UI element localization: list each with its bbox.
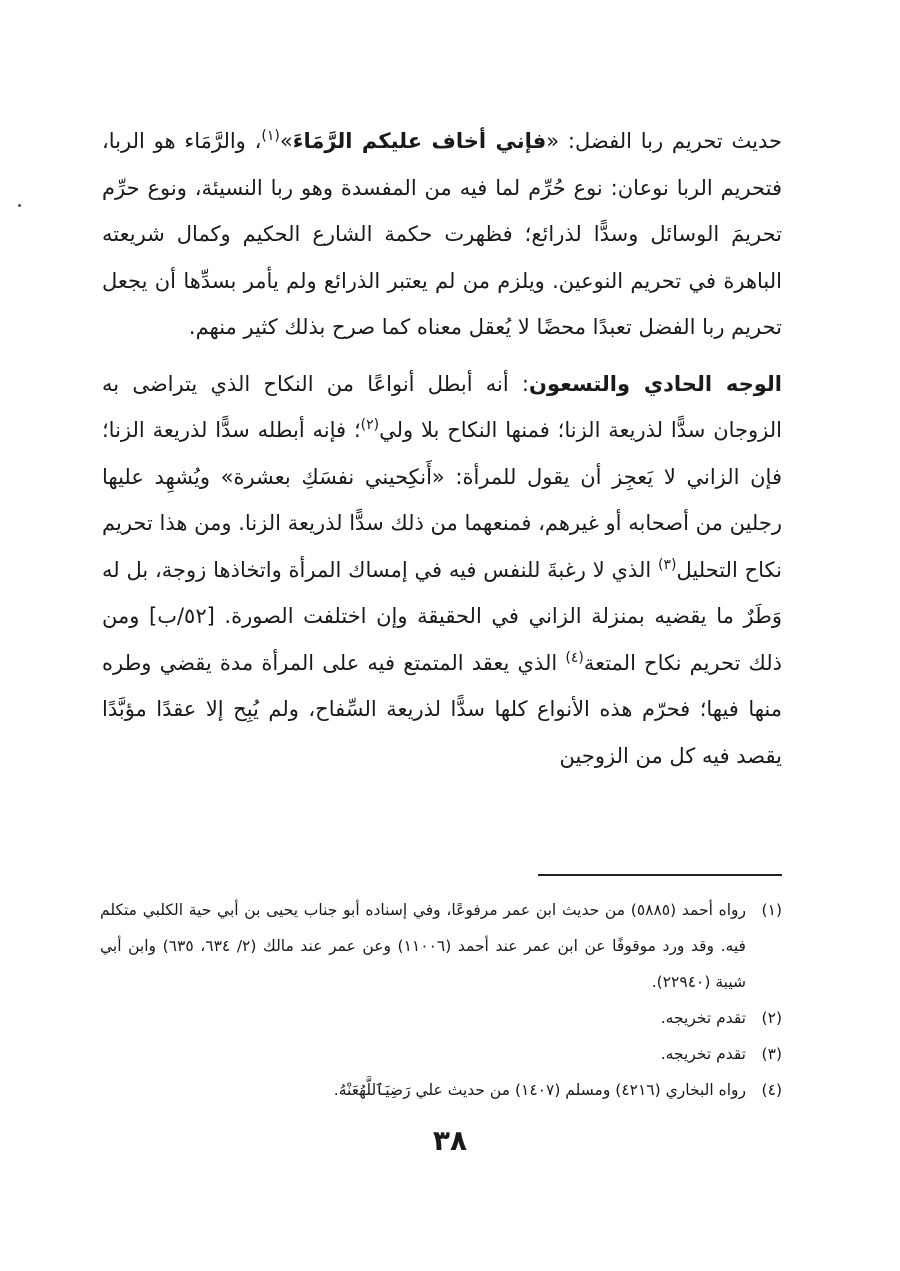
footnote-ref-1[interactable]: (١) [261,128,280,144]
hadith-quote: فإني أخاف عليكم الرَّمَاءَ [292,129,547,153]
footnote-number: (٣) [761,1045,782,1063]
footnote-1 [100,892,782,1000]
footnote-ref-3[interactable]: (٣) [658,556,677,573]
page-number: ٣٨ [432,1124,468,1157]
text-segment: الذي يعقد المتمتع فيه على المرأة مدة يقضي وطره منها فيها؛ فحرّم هذه الأنواع كلها سدًّا لذريعة السِّفاح، ولم يُبِح إلا عقدًا مؤبَّدًا يقصد فيه كل من الزوجين [102,650,782,768]
text-segment: حديث تحريم ربا الفضل: « [546,129,782,153]
paragraph-2 [102,361,782,780]
text-segment: » [279,129,293,153]
footnote-text: تقدم تخريجه. [660,1045,746,1063]
footnote-4 [100,1072,782,1108]
footnote-text: تقدم تخريجه. [660,1009,746,1027]
text-segment: : أنه أبطل أنواعًا من النكاح الذي يتراضى به الزوجان سدًّا لذريعة الزنا؛ فمنها النكاح بلا ولي [102,371,782,442]
margin-mark [18,204,21,207]
footnote-3 [100,1036,782,1072]
section-heading: الوجه الحادي والتسعون [529,371,783,396]
footnotes [100,892,782,1108]
paragraph-1 [102,118,782,351]
footnote-2 [100,1000,782,1036]
footnote-text: رواه أحمد (٥٨٨٥) من حديث ابن عمر مرفوعًا، وفي إسناده أبو جناب يحيى بن أبي حية الكلبي متكلم فيه. وقد ورد موقوفًا عن ابن عمر عند أحمد (١١٠٠٦) وعن عمر عند مالك (٢/ ٦٣٤، ٦٣٥) وابن أبي شيبة (٢٢٩٤٠). [100,901,746,991]
main-text-body [102,118,782,779]
footnote-divider [538,874,782,876]
footnote-number: (٢) [761,1009,782,1027]
footnote-text: رواه البخاري (٤٢١٦) ومسلم (١٤٠٧) من حديث علي رَضِيَٱللَّهُعَنْهُ. [333,1081,746,1099]
text-segment: ؛ فإنه أبطله سدًّا لذريعة الزنا؛ فإن الزاني لا يَعجِز أن يقول للمرأة: «أَنكِحيني نفسَكِ بعشرة» ويُشهِد عليها رجلين من أصحابه أو غيرهم، فمنعهما من ذلك سدًّا لذريعة الزنا. ومن هذا تحريم نكاح التحليل [102,418,782,582]
footnote-ref-4[interactable]: (٤) [565,649,584,666]
text-segment: ، والرَّمَاء هو الربا، فتحريم الربا نوعان: نوع حُرِّم لما فيه من المفسدة وهو ربا النسيئة، ونوع حرِّم تحريمَ الوسائل وسدًّا لذرائع؛ فظهرت حكمة الشارع الحكيم وكمال شريعته الباهرة في تحريم النوعين. ويلزم من لم يعتبر الذرائع ولم يأمر بسدِّها أن يجعل تحريم ربا الفضل تعبدًا محضًا لا يُعقل معناه كما صرح بذلك كثير منهم. [102,129,782,339]
footnote-number: (٤) [761,1081,782,1099]
text-segment: الذي لا رغبةَ للنفس فيه في إمساك المرأة واتخاذها زوجة، بل له وَطَرٌ ما يقضيه بمنزلة الزاني في الحقيقة وإن اختلفت الصورة. [٥٢/ب] ومن ذلك تحريم نكاح المتعة [102,557,783,675]
footnote-ref-2[interactable]: (٢) [360,417,380,433]
footnote-number: (١) [761,901,782,919]
